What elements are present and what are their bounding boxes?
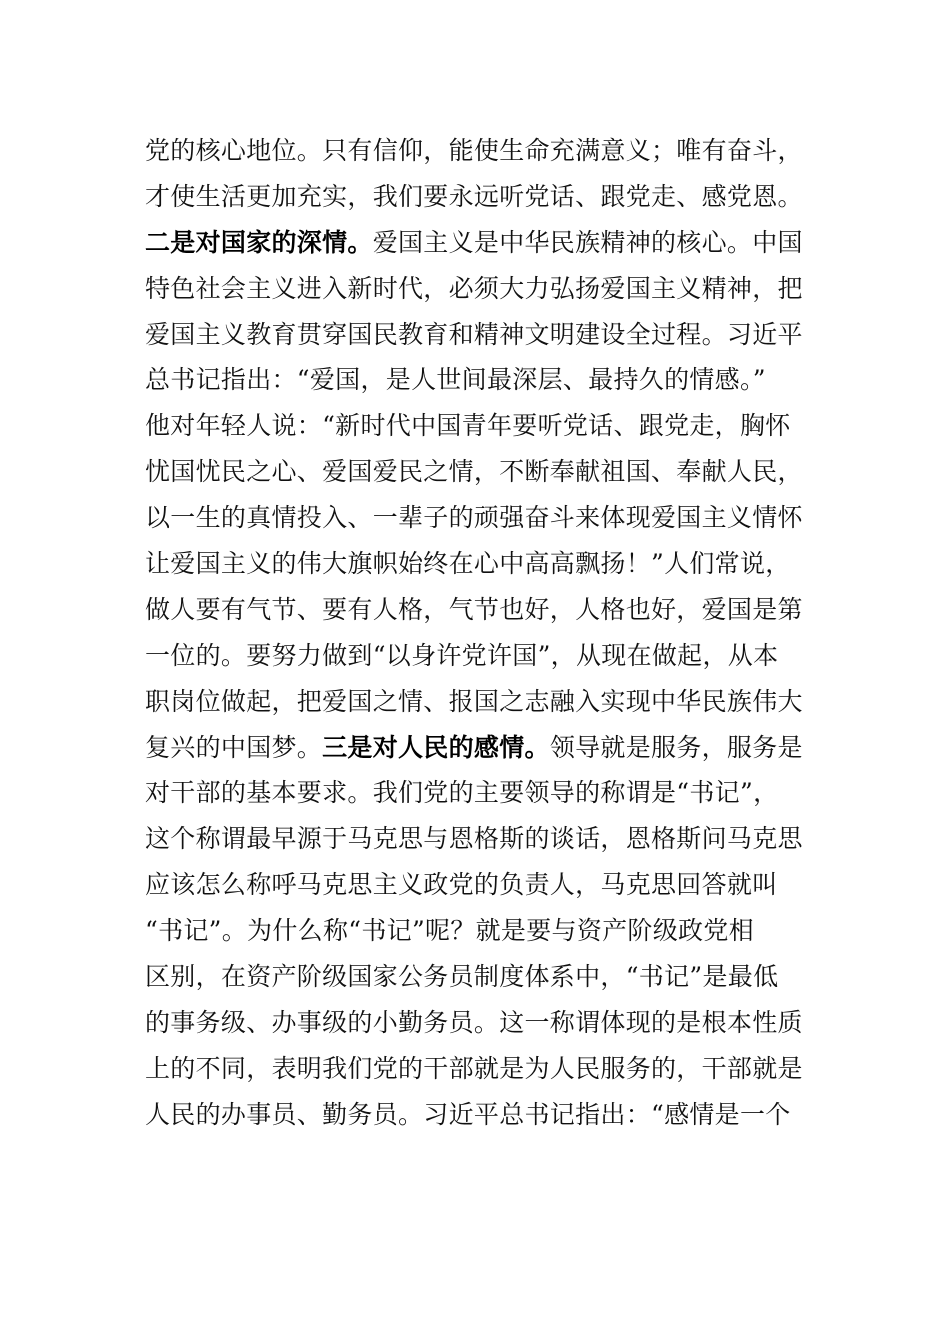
text-line — [145, 1046, 815, 1092]
text-line — [145, 357, 815, 403]
text-run: 做人要有气节、要有人格，气节也好，人格也好，爱国是第 — [145, 594, 803, 624]
text-run: 上的不同，表明我们党的干部就是为人民服务的，干部就是 — [145, 1053, 803, 1083]
text-run: “书记”。为什么称“书记”呢？就是要与资产阶级政党相 — [145, 916, 754, 946]
text-line — [145, 449, 815, 495]
text-run: 特色社会主义进入新时代，必须大力弘扬爱国主义精神，把 — [145, 273, 803, 303]
text-run: 让爱国主义的伟大旗帜始终在心中高高飘扬！”人们常说， — [145, 549, 791, 579]
text-run: 应该怎么称呼马克思主义政党的负责人，马克思回答就叫 — [145, 870, 778, 900]
text-line — [145, 220, 815, 266]
text-run: 忧国忧民之心、爱国爱民之情，不断奉献祖国、奉献人民， — [145, 457, 803, 487]
text-line — [145, 1000, 815, 1046]
text-run: 这个称谓最早源于马克思与恩格斯的谈话，恩格斯问马克思 — [145, 824, 803, 854]
text-line — [145, 770, 815, 816]
text-run: 一位的。要努力做到“以身许党许国”，从现在做起，从本 — [145, 640, 779, 670]
text-run: 对干部的基本要求。我们党的主要领导的称谓是“书记”， — [145, 778, 779, 808]
section-heading-country: 二是对国家的深情。 — [145, 227, 373, 257]
text-run: 职岗位做起，把爱国之情、报国之志融入实现中华民族伟大 — [145, 686, 803, 716]
text-run: 的事务级、办事级的小勤务员。这一称谓体现的是根本性质 — [145, 1007, 803, 1037]
text-line — [145, 174, 815, 220]
body-text — [145, 128, 815, 1138]
text-line — [145, 587, 815, 633]
text-run: 以一生的真情投入、一辈子的顽强奋斗来体现爱国主义情怀 — [145, 503, 803, 533]
text-line — [145, 495, 815, 541]
text-line — [145, 403, 815, 449]
text-line — [145, 1092, 815, 1138]
text-run: 总书记指出：“爱国，是人世间最深层、最持久的情感。” — [145, 365, 766, 395]
text-line — [145, 633, 815, 679]
text-line — [145, 816, 815, 862]
text-line — [145, 128, 815, 174]
text-run: 党的核心地位。只有信仰，能使生命充满意义；唯有奋斗， — [145, 136, 803, 165]
text-run: 区别，在资产阶级国家公务员制度体系中，“书记”是最低 — [145, 962, 779, 992]
text-run: 复兴的中国梦。 — [145, 732, 323, 762]
text-line — [145, 862, 815, 908]
text-line — [145, 954, 815, 1000]
text-line — [145, 908, 815, 954]
text-line — [145, 679, 815, 725]
text-line — [145, 725, 815, 771]
text-run: 爱国主义教育贯穿国民教育和精神文明建设全过程。习近平 — [145, 319, 803, 349]
text-run: 他对年轻人说：“新时代中国青年要听党话、跟党走，胸怀 — [145, 411, 791, 441]
text-run: 人民的办事员、勤务员。习近平总书记指出：“感情是一个 — [145, 1099, 791, 1129]
text-line — [145, 266, 815, 312]
section-heading-people: 三是对人民的感情。 — [322, 732, 550, 762]
text-line — [145, 541, 815, 587]
text-run: 爱国主义是中华民族精神的核心。中国 — [372, 227, 803, 257]
text-line — [145, 312, 815, 358]
text-run: 领导就是服务，服务是 — [549, 732, 803, 762]
text-run: 才使生活更加充实，我们要永远听党话、跟党走、感党恩。 — [145, 181, 803, 211]
